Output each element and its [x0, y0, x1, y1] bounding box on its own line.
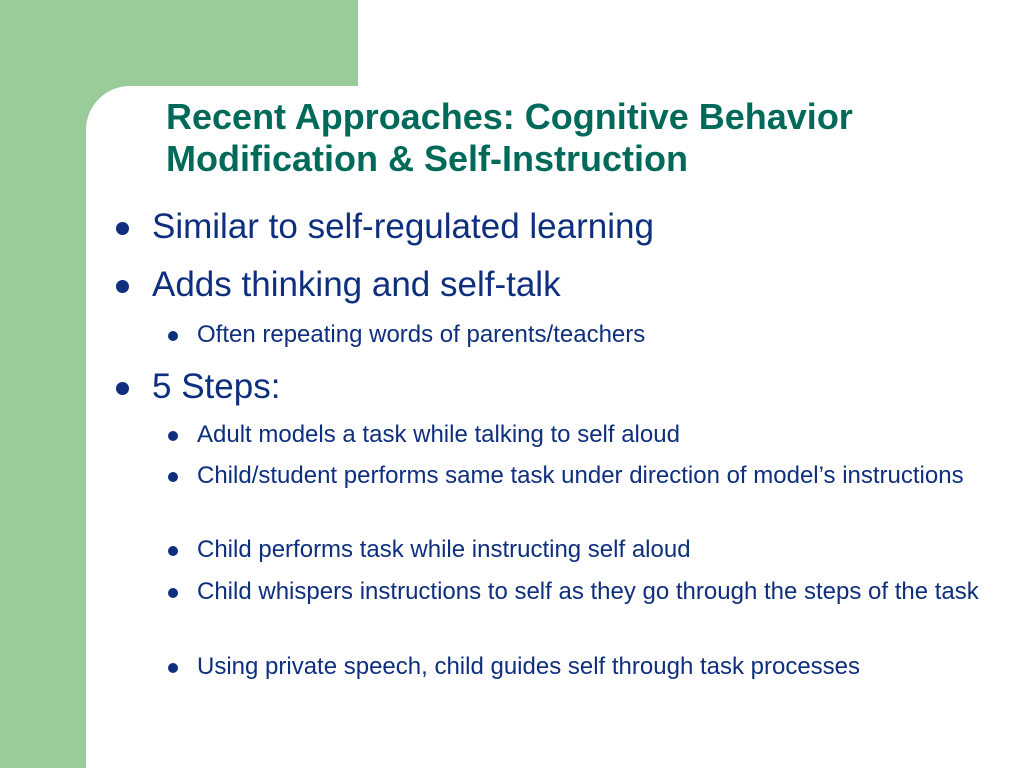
sub-bullet-item: [197, 575, 992, 609]
slide-title-line-2: Modification & Self-Instruction: [166, 138, 688, 179]
bullet-dot-icon: [168, 663, 178, 673]
bullet-dot-icon: [168, 331, 178, 341]
sub-bullet-text: Child/student performs same task under direction of model’s instructions: [197, 462, 964, 489]
bullet-item: [152, 367, 992, 407]
bullet-dot-icon: [168, 546, 178, 556]
bullet-item: [152, 265, 992, 305]
slide-title-line-1: Recent Approaches: Cognitive Behavior: [166, 96, 853, 137]
bullet-dot-icon: [116, 382, 129, 395]
bullet-dot-icon: [168, 431, 178, 441]
sub-bullet-item: [197, 318, 992, 352]
bullet-text: 5 Steps:: [152, 367, 281, 406]
bullet-text: Similar to self-regulated learning: [152, 207, 654, 246]
bullet-item: [152, 207, 992, 247]
sub-bullet-text: Child whispers instructions to self as they go through the steps of the task: [197, 578, 979, 605]
bullet-dot-icon: [116, 222, 129, 235]
sub-bullet-text: Child performs task while instructing self aloud: [197, 536, 691, 563]
sub-bullet-item: [197, 533, 992, 567]
sub-bullet-item: [197, 459, 992, 493]
sub-bullet-item: [197, 650, 992, 684]
sub-bullet-item: [197, 418, 992, 452]
slide-title: [166, 96, 996, 180]
bullet-dot-icon: [168, 588, 178, 598]
sub-bullet-text: Often repeating words of parents/teachers: [197, 321, 646, 348]
bullet-text: Adds thinking and self-talk: [152, 265, 561, 304]
sub-bullet-text: Adult models a task while talking to self aloud: [197, 421, 680, 448]
sub-bullet-text: Using private speech, child guides self through task processes: [197, 653, 861, 680]
bullet-dot-icon: [168, 472, 178, 482]
bullet-dot-icon: [116, 280, 129, 293]
